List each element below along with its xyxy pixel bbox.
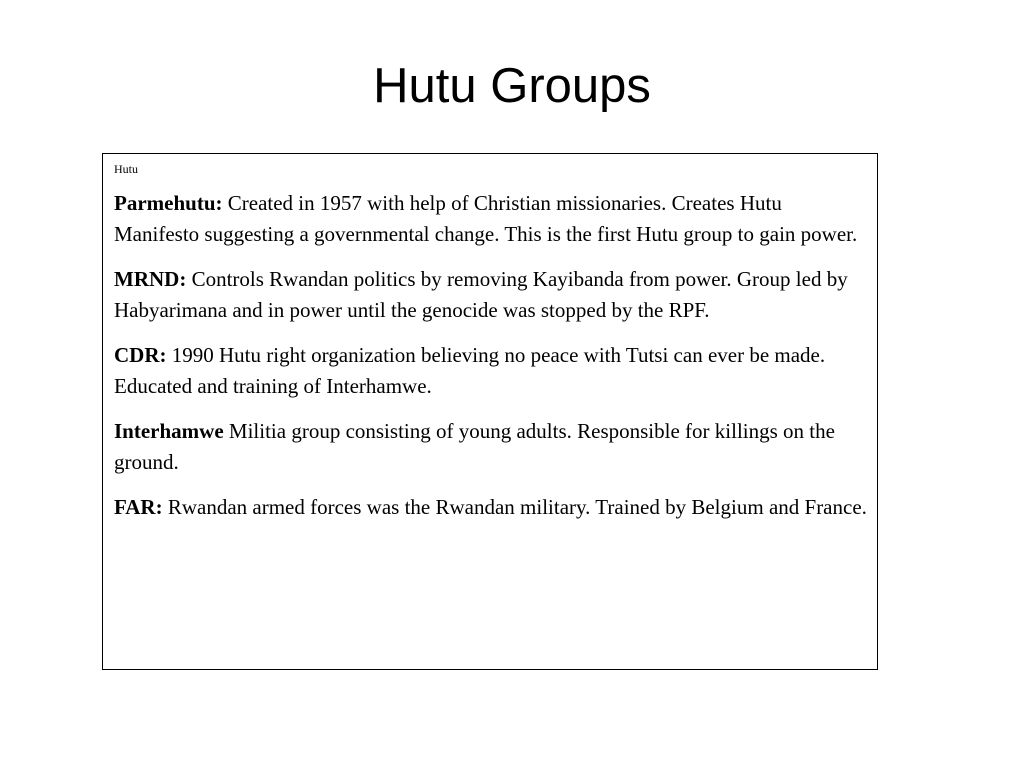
entry-cdr [114, 340, 867, 402]
entry-parmehutu [114, 188, 867, 250]
entry-far [114, 492, 867, 523]
entry-description: Militia group consisting of young adults. Responsible for killings on the ground. [114, 419, 835, 474]
entry-term: MRND: [114, 267, 187, 291]
entry-mrnd [114, 264, 867, 326]
entry-description: Created in 1957 with help of Christian missionaries. Creates Hutu Manifesto suggesting a governmental change. This is the first Hutu group to gain power. [114, 191, 858, 246]
entry-interhamwe [114, 416, 867, 478]
slide-title: Hutu Groups [373, 59, 651, 113]
entry-description: Rwandan armed forces was the Rwandan military. Trained by Belgium and France. [167, 495, 867, 519]
box-label: Hutu [114, 162, 138, 176]
entry-description: Controls Rwandan politics by removing Kayibanda from power. Group led by Habyarimana and in power until the genocide was stopped by the RPF. [114, 267, 848, 322]
entry-term: FAR: [114, 495, 163, 519]
content-box [102, 153, 878, 670]
entry-term: Parmehutu: [114, 191, 223, 215]
entry-term: Interhamwe [114, 419, 224, 443]
entry-term: CDR: [114, 343, 167, 367]
entry-description: 1990 Hutu right organization believing no peace with Tutsi can ever be made. Educated and training of Interhamwe. [114, 343, 826, 398]
